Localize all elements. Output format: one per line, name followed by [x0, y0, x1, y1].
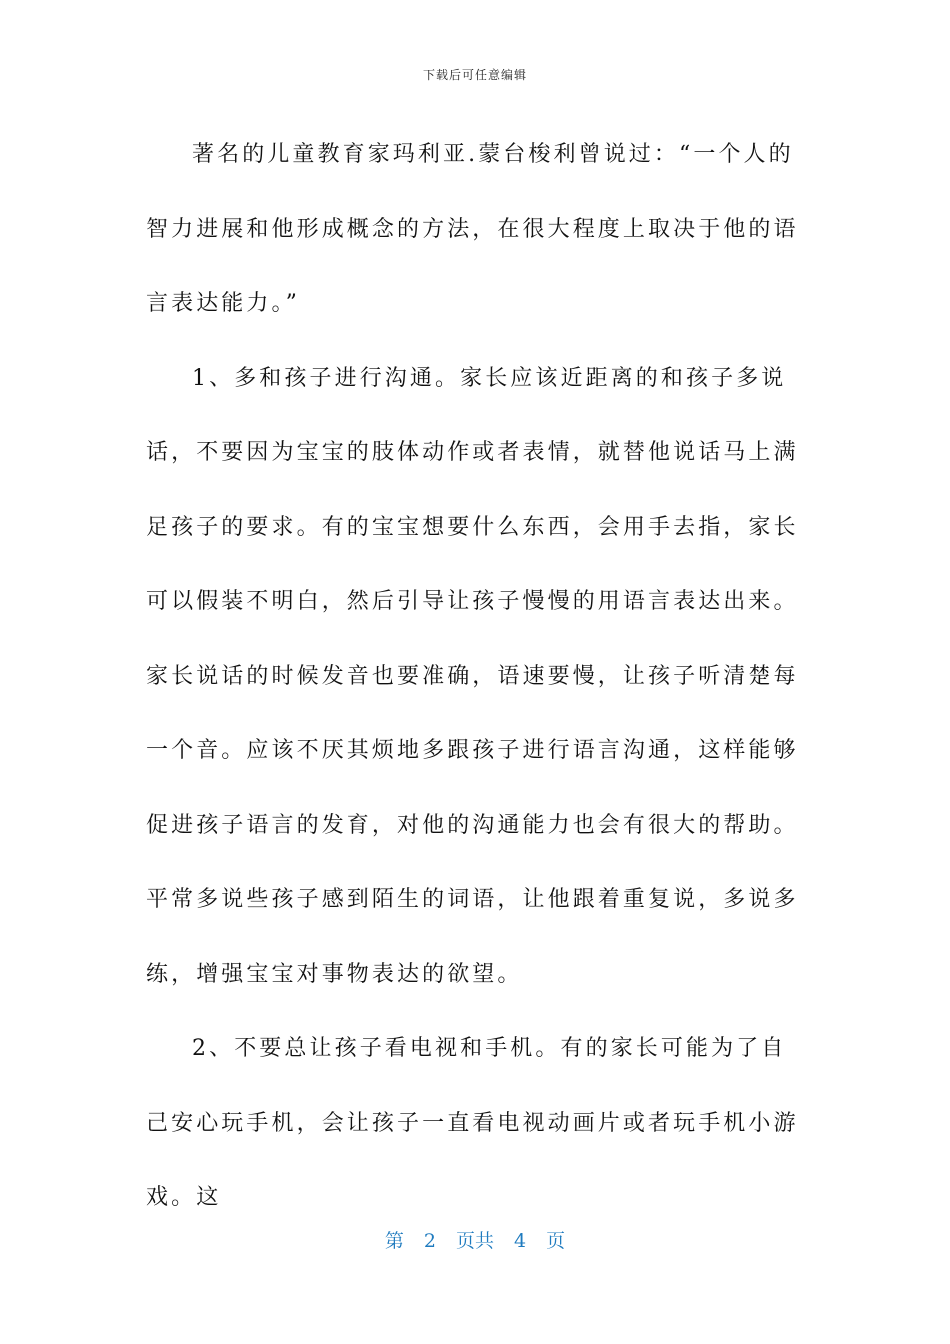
footer-page-prefix: 第 — [384, 1230, 404, 1252]
paragraph-point-2: 2、不要总让孩子看电视和手机。有的家长可能为了自己安心玩手机，会让孩子一直看电视动画片或者玩手机小游戏。这 — [146, 1036, 799, 1210]
paragraph-point-1: 1、多和孩子进行沟通。家长应该近距离的和孩子多说话，不要因为宝宝的肢体动作或者表情，就替他说话马上满足孩子的要求。有的宝宝想要什么东西，会用手去指，家长可以假装不明白，然后引导让孩子慢慢的用语言表达出来。家长说话的时候发音也要准确，语速要慢，让孩子听清楚每一个音。应该不厌其烦地多跟孩子进行语言沟通，这样能够促进孩子语言的发育，对他的沟通能力也会有很大的帮助。平常多说些孩子感到陌生的词语，让他跟着重复说，多说多练，增强宝宝对事物表达的欲望。 — [146, 365, 799, 987]
page-footer — [0, 1226, 950, 1253]
footer-page-number: 2 — [423, 1230, 436, 1252]
footer-page-middle: 页共 — [455, 1230, 494, 1252]
document-body — [146, 118, 806, 1236]
footer-page-suffix: 页 — [546, 1230, 566, 1252]
page-header-note: 下载后可任意编辑 — [422, 68, 527, 82]
paragraph-quote: 著名的儿童教育家玛利亚.蒙台梭利曾说过：“一个人的智力进展和他形成概念的方法，在很大程度上取决于他的语言表达能力。” — [146, 142, 799, 316]
footer-page-total: 4 — [514, 1230, 527, 1252]
